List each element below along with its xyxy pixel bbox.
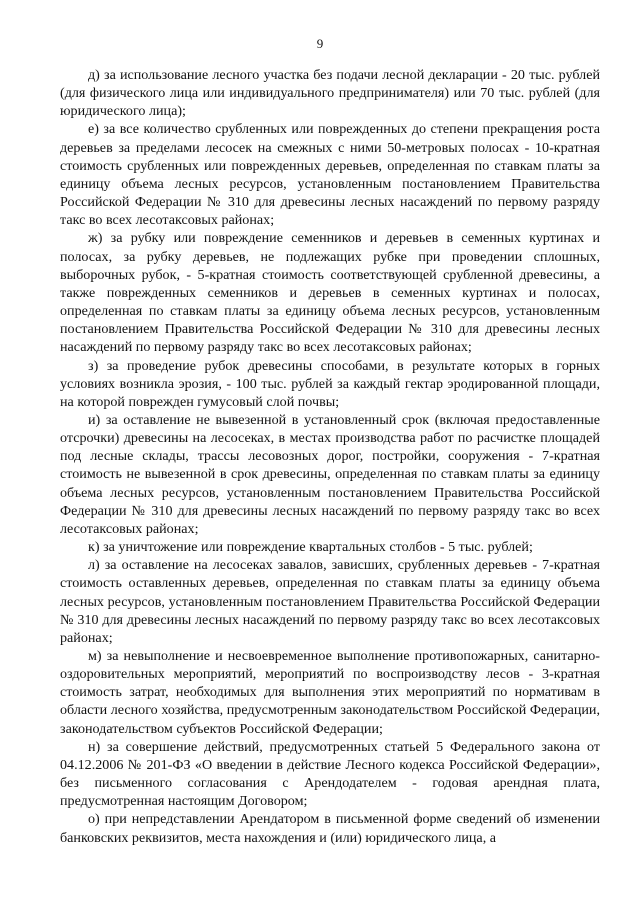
paragraph-o: о) при непредставлении Арендатором в письменной форме сведений об изменении банковских реквизитов, места нахождения и (или) юридического лица, а bbox=[60, 811, 600, 846]
paragraph-zh: ж) за рубку или повреждение семенников и деревьев в семенных куртинах и полосах, за рубку деревьев, не подлежащих рубке при проведении сплошных, выборочных рубок, - 5-кратная стоимость соответствующей срубленной древесины, а также поврежденных семенников и деревьев в семенных куртинах и полосах, определенная по ставкам платы за единицу объема лесных ресурсов, установленным постановлением Правительства Российской Федерации № 310 для древесины лесных насаждений по первому разряду такс во всех лесотаксовых районах; bbox=[60, 230, 600, 356]
paragraph-z: з) за проведение рубок древесины способами, в результате которых в горных условиях возникла эрозия, - 100 тыс. рублей за каждый гектар эродированной площади, на которой поврежден гумусовый слой почвы; bbox=[60, 357, 600, 410]
paragraph-n: н) за совершение действий, предусмотренных статьей 5 Федерального закона от 04.12.2006 № 201-ФЗ «О введении в действие Лесного кодекса Российской Федерации», без письменного согласования с Арендодателем - годовая арендная плата, предусмотренная настоящим Договором; bbox=[60, 738, 600, 810]
paragraph-d: д) за использование лесного участка без подачи лесной декларации - 20 тыс. рублей (для физического лица или индивидуального предпринимателя) или 70 тыс. рублей (для юридического лица); bbox=[60, 67, 600, 120]
paragraph-e: е) за все количество срубленных или поврежденных до степени прекращения роста деревьев за пределами лесосек на смежных с ними 50-метровых полосах - 10-кратная стоимость срубленных или поврежденных деревьев, определенная по ставкам платы за единицу объема лесных ресурсов, установленным постановлением Правительства Российской Федерации № 310 для древесины лесных насаждений по первому разряду такс во всех лесотаксовых районах; bbox=[60, 121, 600, 229]
page-number: 9 bbox=[316, 36, 324, 51]
paragraph-i: и) за оставление не вывезенной в установленный срок (включая предоставленные отсрочки) древесины на лесосеках, в местах производства работ по расчистке площадей под лесные склады, трассы лесовозных дорог, постройки, сооружения - 7-кратная стоимость не вывезенной в срок древесины, определенная по ставкам платы за единицу объема лесных ресурсов, установленным постановлением Правительства Российской Федерации № 310 для древесины лесных насаждений по первому разряду такс во всех лесотаксовых районах; bbox=[60, 411, 600, 537]
paragraph-k: к) за уничтожение или повреждение квартальных столбов - 5 тыс. рублей; bbox=[88, 539, 533, 556]
paragraph-m: м) за невыполнение и несвоевременное выполнение противопожарных, санитарно-оздоровительных мероприятий, мероприятий по воспроизводству лесов - 3-кратная стоимость затрат, необходимых для выполнения этих мероприятий по нормативам в области лесного хозяйства, предусмотренным законодательством Российской Федерации, законодательством субъектов Российской Федерации; bbox=[60, 648, 600, 737]
paragraph-l: л) за оставление на лесосеках завалов, зависших, срубленных деревьев - 7-кратная стоимость оставленных деревьев, определенная по ставкам платы за единицу объема лесных ресурсов, установленным постановлением Правительства Российской Федерации № 310 для древесины лесных насаждений по первому разряду такс во всех лесотаксовых районах; bbox=[60, 557, 600, 646]
document-body bbox=[60, 66, 600, 847]
